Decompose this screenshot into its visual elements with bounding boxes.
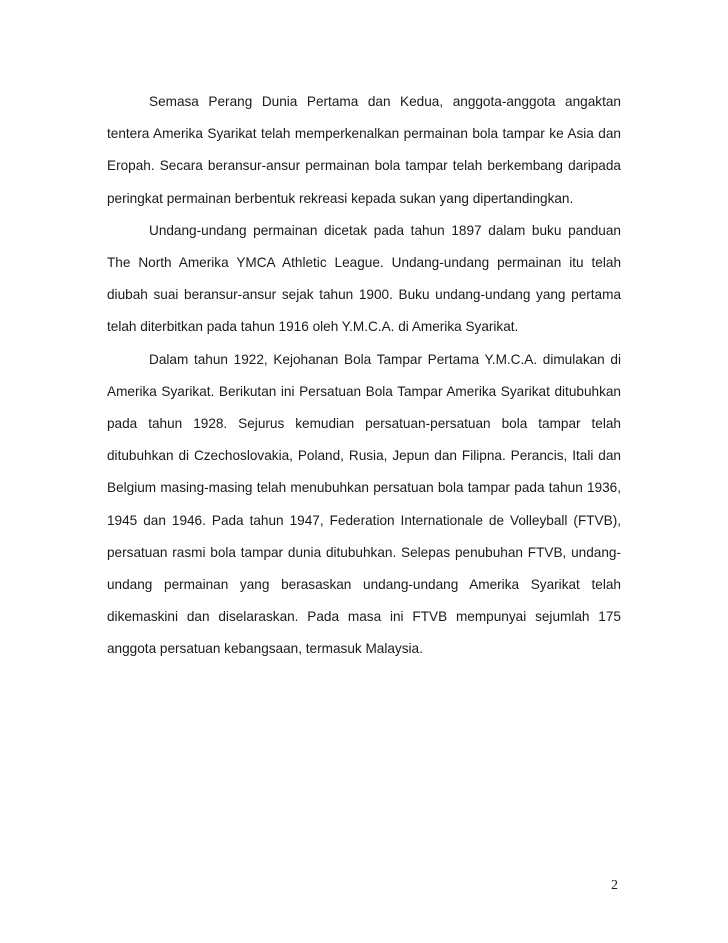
page-number: 2 [611,878,618,893]
paragraph-3: Dalam tahun 1922, Kejohanan Bola Tampar Pertama Y.M.C.A. dimulakan di Amerika Syarikat. Berikutan ini Persatuan Bola Tampar Amerika Syarikat ditubuhkan pada tahun 1928. Sejurus kemudian persatuan-persatuan bola tampar telah ditubuhkan di Czechoslovakia, Poland, Rusia, Jepun dan Filipna. Perancis, Itali dan Belgium masing-masing telah menubuhkan persatuan bola tampar pada tahun 1936, 1945 dan 1946. Pada tahun 1947, Federation Internationale de Volleyball (FTVB), persatuan rasmi bola tampar dunia ditubuhkan. Selepas penubuhan FTVB, undang-undang permainan yang berasaskan undang-undang Amerika Syarikat telah dikemaskini dan diselaraskan. Pada masa ini FTVB mempunyai sejumlah 175 anggota persatuan kebangsaan, termasuk Malaysia. [107,351,621,657]
body-text [107,86,621,666]
paragraph-2: Undang-undang permainan dicetak pada tahun 1897 dalam buku panduan The North Amerika YMCA Athletic League. Undang-undang permainan itu telah diubah suai beransur-ansur sejak tahun 1900. Buku undang-undang yang pertama telah diterbitkan pada tahun 1916 oleh Y.M.C.A. di Amerika Syarikat. [107,222,621,335]
paragraph-1: Semasa Perang Dunia Pertama dan Kedua, anggota-anggota angaktan tentera Amerika Syarikat telah memperkenalkan permainan bola tampar ke Asia dan Eropah. Secara beransur-ansur permainan bola tampar telah berkembang daripada peringkat permainan berbentuk rekreasi kepada sukan yang dipertandingkan. [107,94,621,206]
